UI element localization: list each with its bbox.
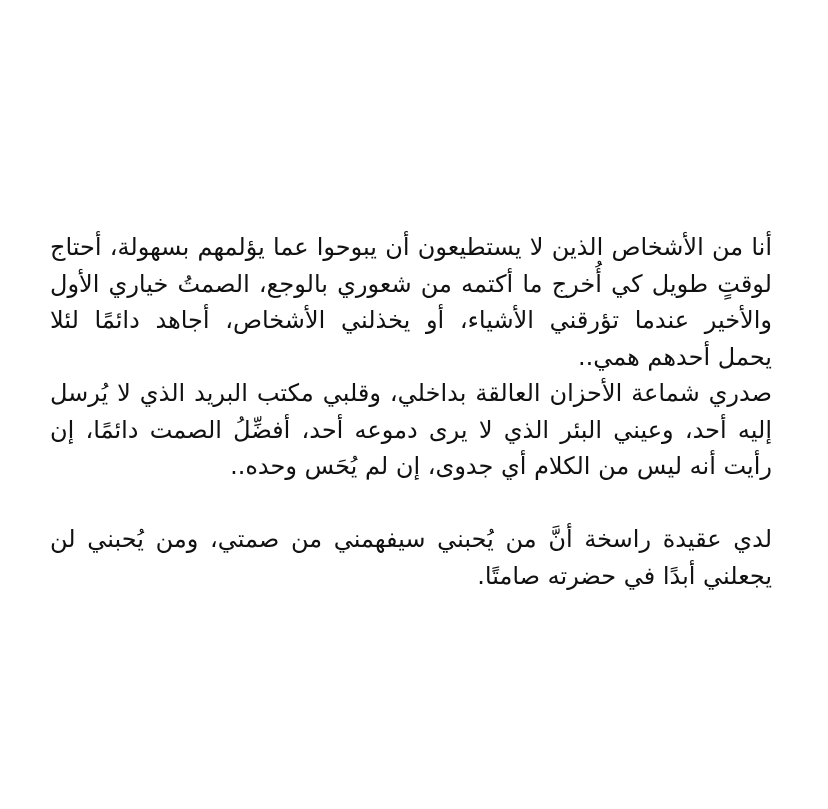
text-line: صدري شماعة الأحزان العالقة بداخلي، وقلبي مكتب البريد الذي لا يُرسل bbox=[50, 379, 772, 407]
paragraph-3 bbox=[50, 521, 772, 594]
paragraph-gap bbox=[50, 485, 772, 522]
text-line: يجعلني أبدًا في حضرته صامتًا. bbox=[477, 561, 772, 590]
text-line: لوقتٍ طويل كي أُخرج ما أكتمه من شعوري بالوجع، الصمتُ خياري الأول bbox=[50, 269, 772, 298]
text-line: يحمل أحدهم همي.. bbox=[577, 342, 772, 371]
text-line: أنا من الأشخاص الذين لا يستطيعون أن يبوحوا عما يؤلمهم بسهولة، أحتاج bbox=[50, 233, 772, 261]
text-line: رأيت أنه ليس من الكلام أي جدوى، إن لم يُحَس وحده.. bbox=[230, 452, 772, 480]
text-line: لدي عقيدة راسخة أنَّ من يُحبني سيفهمني من صمتي، ومن يُحبني لن bbox=[50, 525, 772, 553]
text-line: والأخير عندما تؤرقني الأشياء، أو يخذلني الأشخاص، أجاهد دائمًا لئلا bbox=[50, 306, 772, 334]
text-body bbox=[50, 229, 772, 594]
paragraph-2 bbox=[50, 375, 772, 485]
paragraph-1 bbox=[50, 229, 772, 375]
text-line: إليه أحد، وعيني البئر الذي لا يرى دموعه أحد، أفضِّلُ الصمت دائمًا، إن bbox=[50, 415, 772, 444]
